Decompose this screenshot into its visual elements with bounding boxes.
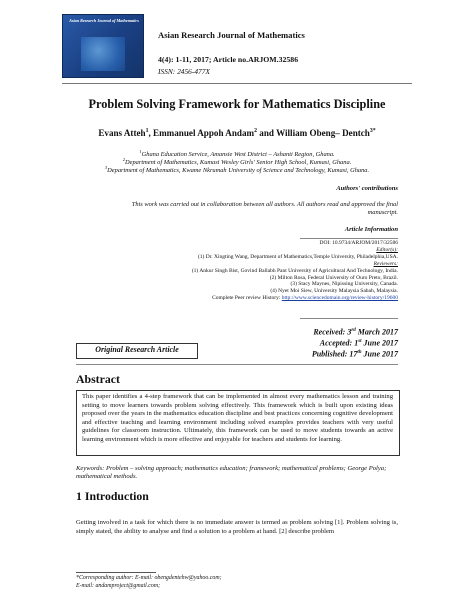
review-history bbox=[90, 295, 398, 302]
footnote-divider bbox=[76, 572, 156, 573]
keywords: Keywords: Problem – solving approach; mathematics education; framework; mathematical problems; George Polya; mathematical methods. bbox=[76, 465, 387, 481]
journal-cover-title: Asian Research Journal of Mathematics bbox=[69, 18, 139, 23]
date-sup: th bbox=[357, 350, 362, 355]
date-sup: rd bbox=[351, 328, 356, 333]
journal-name: Asian Research Journal of Mathematics bbox=[158, 30, 305, 40]
date-day: 17 bbox=[349, 349, 358, 359]
abstract-heading: Abstract bbox=[76, 372, 120, 386]
abstract-text: This paper identifies a 4-step framework that can be implemented in almost every mathematics lesson and training setting to move learners towards problem solving effectively. This framework which is built upon existing ideas proposed over the years in the mathematics education discipline and best practices concerning cognitive development and effective teaching and learning environment including solved examples provides teachers with very useful guidelines for classroom instruction. Ultimately, this framework can be used to move students towards an active learning environment which is more effective and enjoyable for teachers and students for learning. bbox=[82, 393, 393, 443]
introduction-text: Getting involved in a task for which there is no immediate answer is termed as problem solving [1]. Problem solving is, simply stated, the ability to analyse and find a solution to a problem at hand. [2] describe problem bbox=[76, 519, 398, 535]
author-sup: 2 bbox=[254, 128, 258, 134]
header-divider bbox=[62, 83, 412, 84]
affiliation-text: Department of Mathematics, Kwame Nkrumah University of Science and Technology, Kumasi, Ghana. bbox=[107, 167, 370, 175]
date-day: 3 bbox=[347, 327, 352, 337]
journal-volume-line: 4(4): 1-11, 2017; Article no.ARJOM.32586 bbox=[158, 55, 299, 64]
review-history-link[interactable]: http://www.sciencedomain.org/review-history/19600 bbox=[281, 295, 398, 302]
reviewer-entry: (2) Milton Rosa, Federal University of Ouro Preto, Brazil. bbox=[269, 274, 398, 281]
contributions-line: manuscript. bbox=[367, 209, 398, 217]
review-history-prefix: Complete Peer review History: bbox=[212, 295, 282, 302]
affiliation-sup: 1 bbox=[139, 149, 142, 154]
author-name: Emmanuel Appoh Andam bbox=[153, 128, 255, 139]
affiliation-text: Ghana Education Service, Amansie West District – Ashanti Region, Ghana. bbox=[141, 151, 335, 159]
article-info-divider-bottom bbox=[300, 318, 398, 319]
affiliation-sup: 3 bbox=[104, 165, 108, 170]
date-label: Published: bbox=[311, 349, 350, 359]
contributions-heading: Authors' contributions bbox=[336, 185, 398, 192]
author-sup: 1 bbox=[145, 128, 149, 134]
article-info-divider bbox=[300, 238, 398, 239]
reviewers-label: Reviewers: bbox=[373, 260, 398, 267]
author-name: William Obeng– Dentch bbox=[276, 128, 370, 139]
article-info-block bbox=[90, 240, 398, 302]
introduction-heading: 1 Introduction bbox=[76, 489, 149, 503]
journal-cover-image bbox=[62, 14, 144, 78]
reviewer-entry: (3) Stacy Maynes, Nipissing University, Canada. bbox=[290, 281, 398, 288]
footnote-email: E-mail: andamproject@gmail.com; bbox=[76, 583, 161, 589]
affiliation bbox=[0, 164, 474, 175]
date-rest: June 2017 bbox=[361, 338, 398, 348]
date-label: Received: bbox=[313, 327, 348, 337]
editor-entry: (1) Dr. Xingting Wang, Department of Mathematics,Temple University, Philadelphia,USA. bbox=[197, 253, 398, 260]
reviewer-entry: (1) Ankur Singh Bist, Govind Ballabh Pant University of Agricultural And Technology, India. bbox=[191, 267, 398, 274]
author-sup: 3* bbox=[369, 128, 376, 134]
author-separator: , bbox=[148, 128, 154, 139]
article-info-heading: Article Information bbox=[344, 226, 398, 233]
journal-issn: ISSN: 2456-477X bbox=[158, 67, 210, 76]
journal-cover-graphic bbox=[81, 37, 125, 71]
date-day: 1 bbox=[354, 338, 359, 348]
date-published bbox=[250, 348, 398, 360]
footnote-corresponding-author: *Corresponding author: E-mail: obengdentehw@yahoo.com; bbox=[76, 575, 222, 581]
date-rest: June 2017 bbox=[361, 349, 398, 359]
affiliation-sup: 2 bbox=[122, 157, 126, 162]
date-sup: st bbox=[358, 339, 362, 344]
author-separator: and bbox=[257, 128, 277, 139]
contributions-text bbox=[90, 201, 398, 218]
date-label: Accepted: bbox=[319, 338, 355, 348]
date-rest: March 2017 bbox=[355, 327, 398, 337]
doi: DOI: 10.9734/ARJOM/2017/32586 bbox=[319, 240, 398, 246]
author-name: Evans Atteh bbox=[98, 128, 146, 139]
editors-label: Editor(s): bbox=[376, 246, 398, 253]
reviewer-entry: (4) Nyet Moi Siew, University Malaysia Sabah, Malaysia. bbox=[270, 288, 398, 295]
article-type-label: Original Research Article bbox=[95, 345, 179, 354]
contributions-line: This work was carried out in collaboration between all authors. All authors read and approved the final bbox=[131, 201, 398, 208]
affiliation-text: Department of Mathematics, Kumasi Wesley Girls' Senior High School, Kumasi, Ghana. bbox=[125, 159, 352, 167]
section-divider bbox=[76, 364, 398, 365]
paper-title: Problem Solving Framework for Mathematics Discipline bbox=[88, 97, 386, 111]
author-list bbox=[0, 128, 474, 138]
